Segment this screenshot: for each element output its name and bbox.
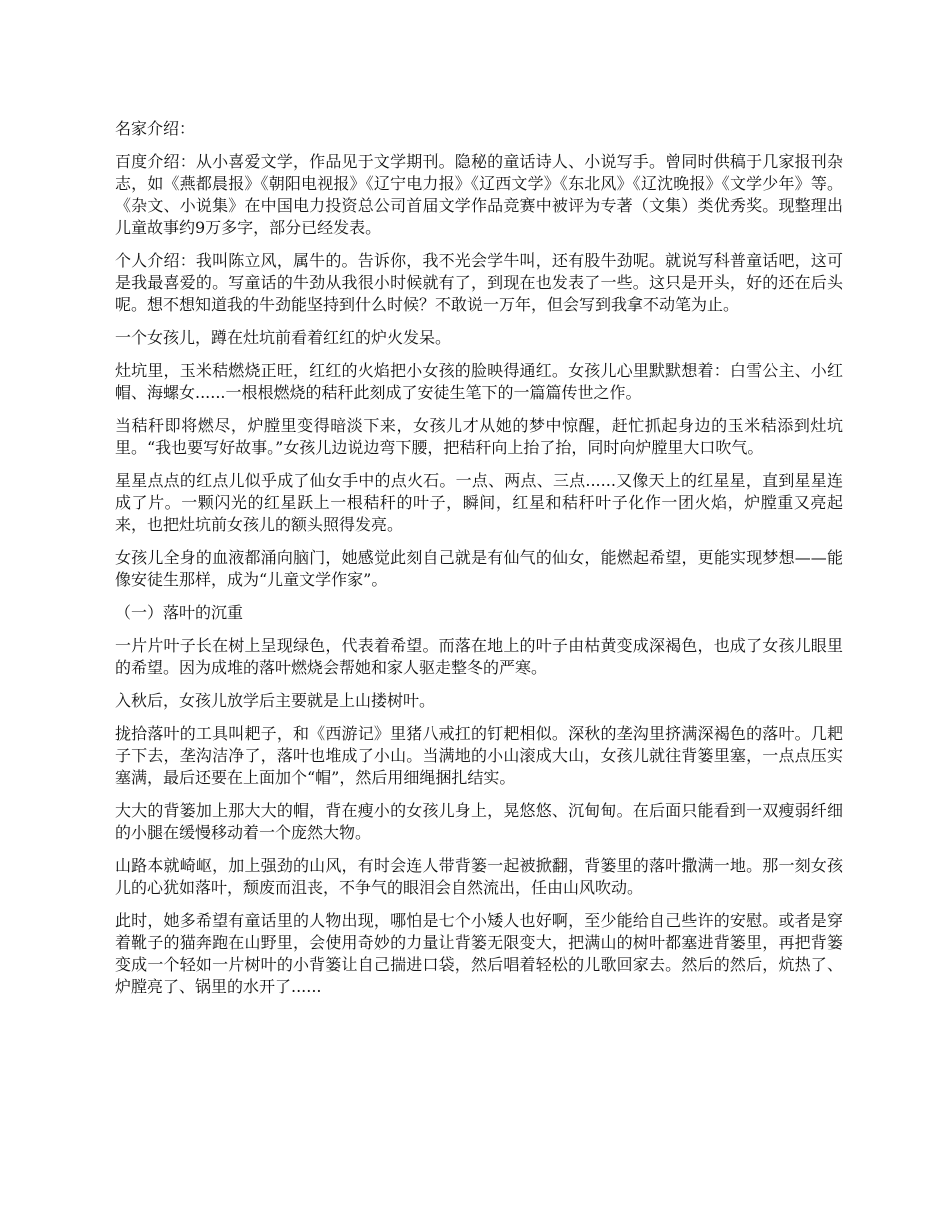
paragraph-baidu-intro: 百度介绍：从小喜爱文学，作品见于文学期刊。隐秘的童话诗人、小说写手。曾同时供稿于几家报刊杂志，如《燕都晨报》《朝阳电视报》《辽宁电力报》《辽西文学》《东北风》《辽沈晚报》《文学少年》等。《杂文、小说集》在中国电力投资总公司首届文学作品竞赛中被评为专著（文集）类优秀奖。现整理出儿童故事约9万多字，部分已经发表。 (115, 152, 843, 237)
paragraph-story: 星星点点的红点儿似乎成了仙女手中的点火石。一点、两点、三点......又像天上的红星星，直到星星连成了片。一颗闪光的红星跃上一根秸秆的叶子，瞬间，红星和秸秆叶子化作一团火焰，炉膛重又亮起来，也把灶坑前女孩儿的额头照得发亮。 (115, 471, 843, 534)
paragraph-story: 女孩儿全身的血液都涌向脑门，她感觉此刻自己就是有仙气的仙女，能燃起希望，更能实现梦想——能像安徒生那样，成为“儿童文学作家”。 (115, 548, 843, 589)
paragraph-personal-intro: 个人介绍：我叫陈立风，属牛的。告诉你，我不光会学牛叫，还有股牛劲呢。就说写科普童话吧，这可是我最喜爱的。写童话的牛劲从我很小时候就有了，到现在也发表了一些。这只是开头，好的还在后头呢。想不想知道我的牛劲能坚持到什么时候？不敢说一万年，但会写到我拿不动笔为止。 (115, 251, 843, 314)
paragraph-story: 大大的背篓加上那大大的帽，背在瘦小的女孩儿身上，晃悠悠、沉甸甸。在后面只能看到一双瘦弱纤细的小腿在缓慢移动着一个庞然大物。 (115, 801, 843, 842)
document-body (115, 118, 843, 1009)
paragraph-story: 入秋后，女孩儿放学后主要就是上山搂树叶。 (115, 691, 436, 710)
paragraph-story: 此时，她多希望有童话里的人物出现，哪怕是七个小矮人也好啊，至少能给自己些许的安慰。或者是穿着靴子的猫奔跑在山野里，会使用奇妙的力量让背篓无限变大，把满山的树叶都塞进背篓里，再把背篓变成一个轻如一片树叶的小背篓让自己揣进口袋，然后唱着轻松的儿歌回家去。然后的然后，炕热了、炉膛亮了、锅里的水开了...... (115, 911, 843, 996)
paragraph-story: 一片片叶子长在树上呈现绿色，代表着希望。而落在地上的叶子由枯黄变成深褐色，也成了女孩儿眼里的希望。因为成堆的落叶燃烧会帮她和家人驱走整冬的严寒。 (115, 636, 843, 677)
paragraph-story: 一个女孩儿，蹲在灶坑前看着红红的炉火发呆。 (115, 328, 452, 347)
paragraph-story: 拢拾落叶的工具叫耙子，和《西游记》里猪八戒扛的钉耙相似。深秋的垄沟里挤满深褐色的落叶。几耙子下去，垄沟洁净了，落叶也堆成了小山。当满地的小山滚成大山，女孩儿就往背篓里塞，一点点压实塞满，最后还要在上面加个“帽”，然后用细绳捆扎结实。 (115, 724, 843, 787)
section-heading: （一）落叶的沉重 (115, 603, 244, 622)
paragraph-story: 山路本就崎岖，加上强劲的山风，有时会连人带背篓一起被掀翻，背篓里的落叶撒满一地。那一刻女孩儿的心犹如落叶，颓废而沮丧，不争气的眼泪会自然流出，任由山风吹动。 (115, 856, 843, 897)
heading-author-intro: 名家介绍： (115, 119, 196, 138)
paragraph-story: 当秸秆即将燃尽，炉膛里变得暗淡下来，女孩儿才从她的梦中惊醒，赶忙抓起身边的玉米秸添到灶坑里。“我也要写好故事。”女孩儿边说边弯下腰，把秸秆向上抬了抬，同时向炉膛里大口吹气。 (115, 416, 843, 457)
paragraph-story: 灶坑里，玉米秸燃烧正旺，红红的火焰把小女孩的脸映得通红。女孩儿心里默默想着：白雪公主、小红帽、海螺女......一根根燃烧的秸秆此刻成了安徒生笔下的一篇篇传世之作。 (115, 361, 843, 402)
